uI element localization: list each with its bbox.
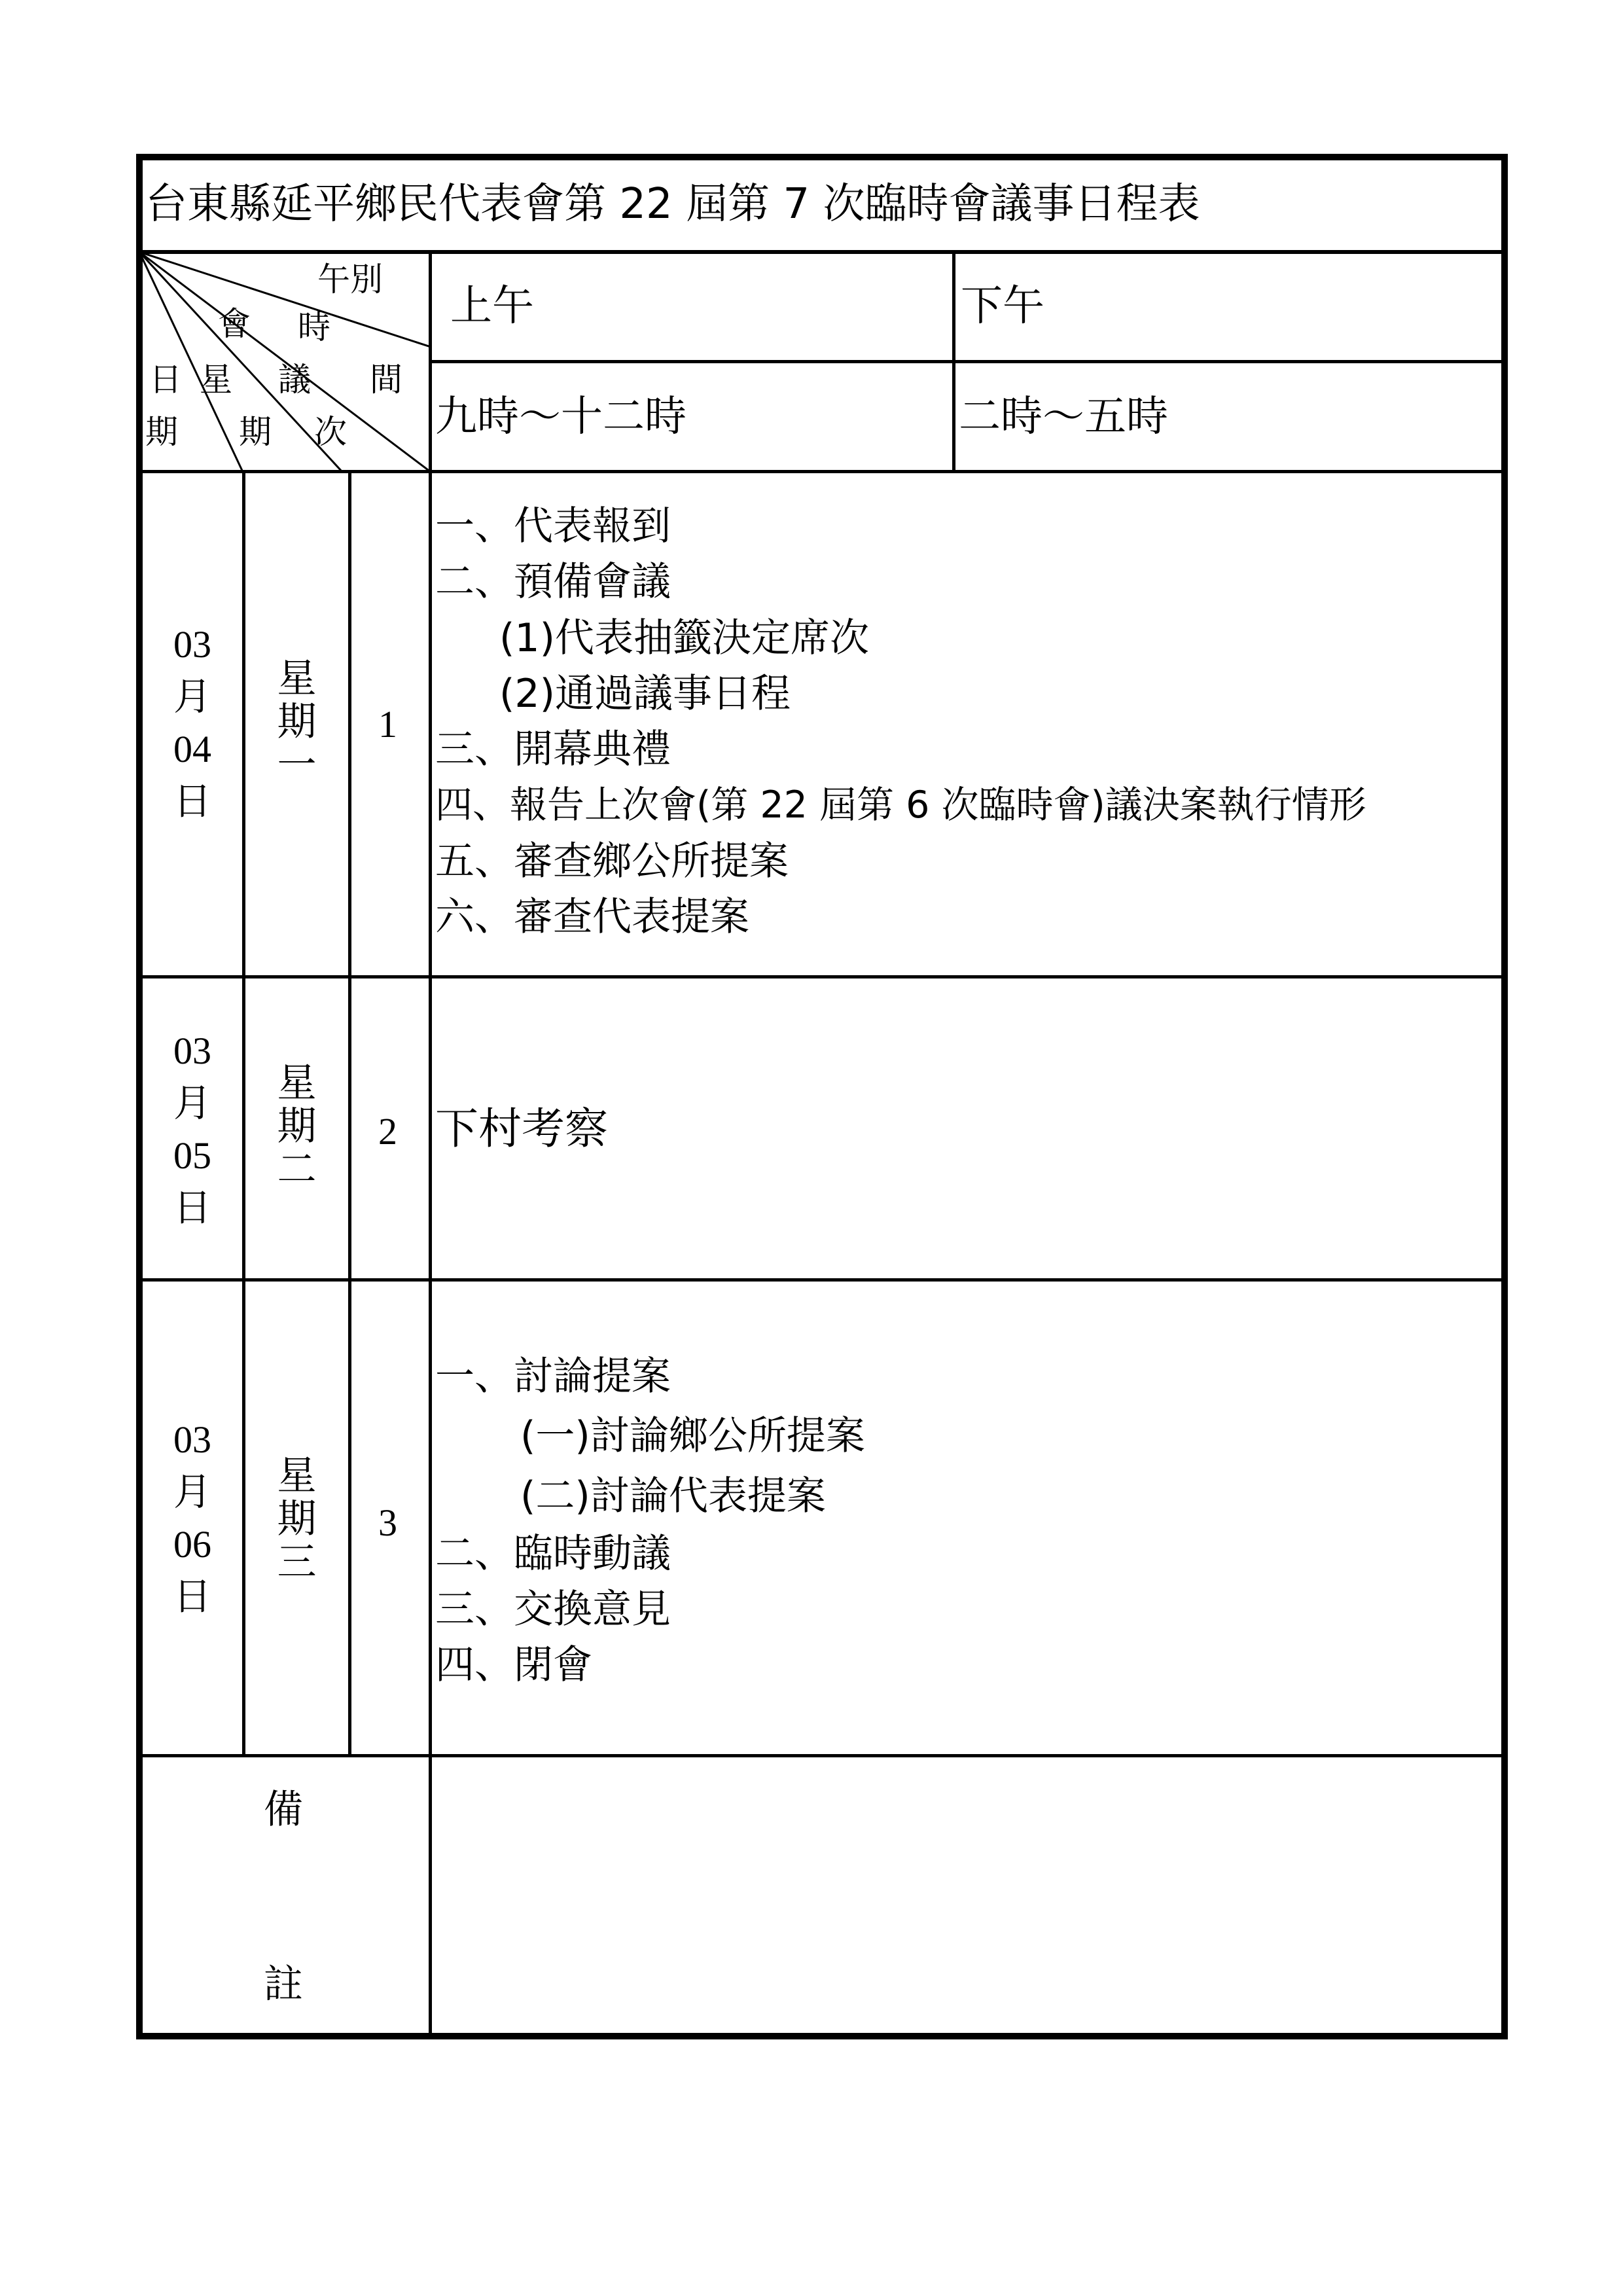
day1-weekday-char: 期 bbox=[277, 699, 317, 745]
day2-weekday-char: 二 bbox=[277, 1147, 317, 1193]
day2-date-line: 日 bbox=[173, 1187, 211, 1229]
day1-date-line: 月 bbox=[173, 675, 211, 718]
day2-weekday bbox=[245, 1062, 348, 1191]
day2-session: 2 bbox=[378, 1110, 397, 1153]
header-morning-time: 九時～十二時 bbox=[435, 393, 687, 441]
header-label-afternoon-morning: 午別 bbox=[317, 260, 383, 298]
header-label-agenda-item: 議 bbox=[278, 361, 311, 399]
agenda-item: 二、預備會議 bbox=[435, 559, 671, 605]
day2-date bbox=[143, 1025, 242, 1234]
day1-agenda bbox=[435, 499, 1366, 945]
agenda-item: 一、討論提案 bbox=[435, 1354, 671, 1399]
header-afternoon-time: 二時～五時 bbox=[959, 393, 1168, 441]
day3-date-line: 月 bbox=[173, 1471, 211, 1513]
day3-date-line: 03 bbox=[173, 1418, 211, 1461]
day3-date-line: 06 bbox=[173, 1523, 211, 1566]
day2-date-line: 05 bbox=[173, 1134, 211, 1177]
header-label-meeting: 會 bbox=[218, 305, 251, 343]
day3-weekday-char: 星 bbox=[277, 1453, 317, 1499]
agenda-item: (2)通過議事日程 bbox=[499, 670, 791, 717]
header-afternoon: 下午 bbox=[961, 282, 1044, 331]
agenda-item: 四、閉會 bbox=[435, 1642, 592, 1688]
agenda-item: 四、報告上次會(第 22 屆第 6 次臨時會)議決案執行情形 bbox=[435, 783, 1366, 827]
agenda-item: 二、臨時動議 bbox=[435, 1531, 671, 1577]
header-label-star: 星 bbox=[200, 361, 232, 399]
agenda-item: 三、交換意見 bbox=[435, 1587, 671, 1632]
day1-date bbox=[143, 619, 242, 828]
header-label-time: 時 bbox=[298, 308, 330, 346]
day1-weekday-char: 一 bbox=[277, 742, 317, 788]
agenda-item: (1)代表抽籤決定席次 bbox=[499, 615, 869, 661]
day1-date-line: 日 bbox=[173, 780, 211, 823]
rule-below-day3 bbox=[136, 1754, 1508, 1757]
agenda-item: (二)討論代表提案 bbox=[520, 1473, 826, 1519]
notes-label-bottom: 註 bbox=[264, 1962, 303, 2007]
rule-left-of-content bbox=[429, 252, 432, 2036]
notes-content bbox=[438, 1767, 1492, 2022]
day2-date-line: 月 bbox=[173, 1082, 211, 1124]
header-label-interval: 間 bbox=[370, 361, 402, 399]
day1-date-line: 04 bbox=[173, 728, 211, 770]
day3-session: 3 bbox=[378, 1501, 397, 1544]
agenda-item: (一)討論鄉公所提案 bbox=[520, 1413, 865, 1459]
header-label-day: 日 bbox=[149, 361, 182, 399]
day1-date-line: 03 bbox=[173, 623, 211, 666]
agenda-item: 三、開幕典禮 bbox=[435, 726, 671, 773]
header-label-period: 期 bbox=[145, 413, 178, 451]
agenda-item: 一、代表報到 bbox=[435, 503, 671, 549]
agenda-item: 五、審查鄉公所提案 bbox=[435, 838, 789, 884]
table-border-top bbox=[136, 154, 1508, 160]
rule-below-period bbox=[429, 360, 1505, 363]
header-label-order: 次 bbox=[314, 413, 347, 451]
day3-date bbox=[143, 1414, 242, 1623]
header-morning: 上午 bbox=[450, 282, 534, 331]
day2-weekday-char: 星 bbox=[277, 1060, 317, 1106]
day2-weekday-char: 期 bbox=[277, 1103, 317, 1149]
day3-agenda bbox=[435, 1347, 865, 1693]
header-label-week-period: 期 bbox=[239, 413, 272, 451]
rule-weekday-session bbox=[348, 471, 351, 1756]
day2-date-line: 03 bbox=[173, 1030, 211, 1072]
rule-morning-afternoon bbox=[952, 252, 955, 471]
day3-date-line: 日 bbox=[173, 1575, 211, 1618]
day3-weekday-char: 三 bbox=[277, 1539, 317, 1585]
table-border-bottom bbox=[136, 2033, 1508, 2039]
day1-weekday-char: 星 bbox=[277, 656, 317, 702]
agenda-item: 六、審查代表提案 bbox=[435, 894, 749, 941]
day1-weekday bbox=[245, 657, 348, 787]
day3-weekday bbox=[245, 1454, 348, 1584]
rule-below-day1 bbox=[136, 975, 1508, 978]
agenda-item: 下村考察 bbox=[435, 1103, 608, 1154]
day3-weekday-char: 期 bbox=[277, 1496, 317, 1542]
rule-below-day2 bbox=[136, 1278, 1508, 1282]
day1-session: 1 bbox=[378, 703, 397, 745]
document-title: 台東縣延平鄉民代表會第 22 屆第 7 次臨時會議事日程表 bbox=[145, 180, 1200, 228]
day2-agenda bbox=[435, 1101, 608, 1157]
notes-label-top: 備 bbox=[264, 1787, 303, 1833]
